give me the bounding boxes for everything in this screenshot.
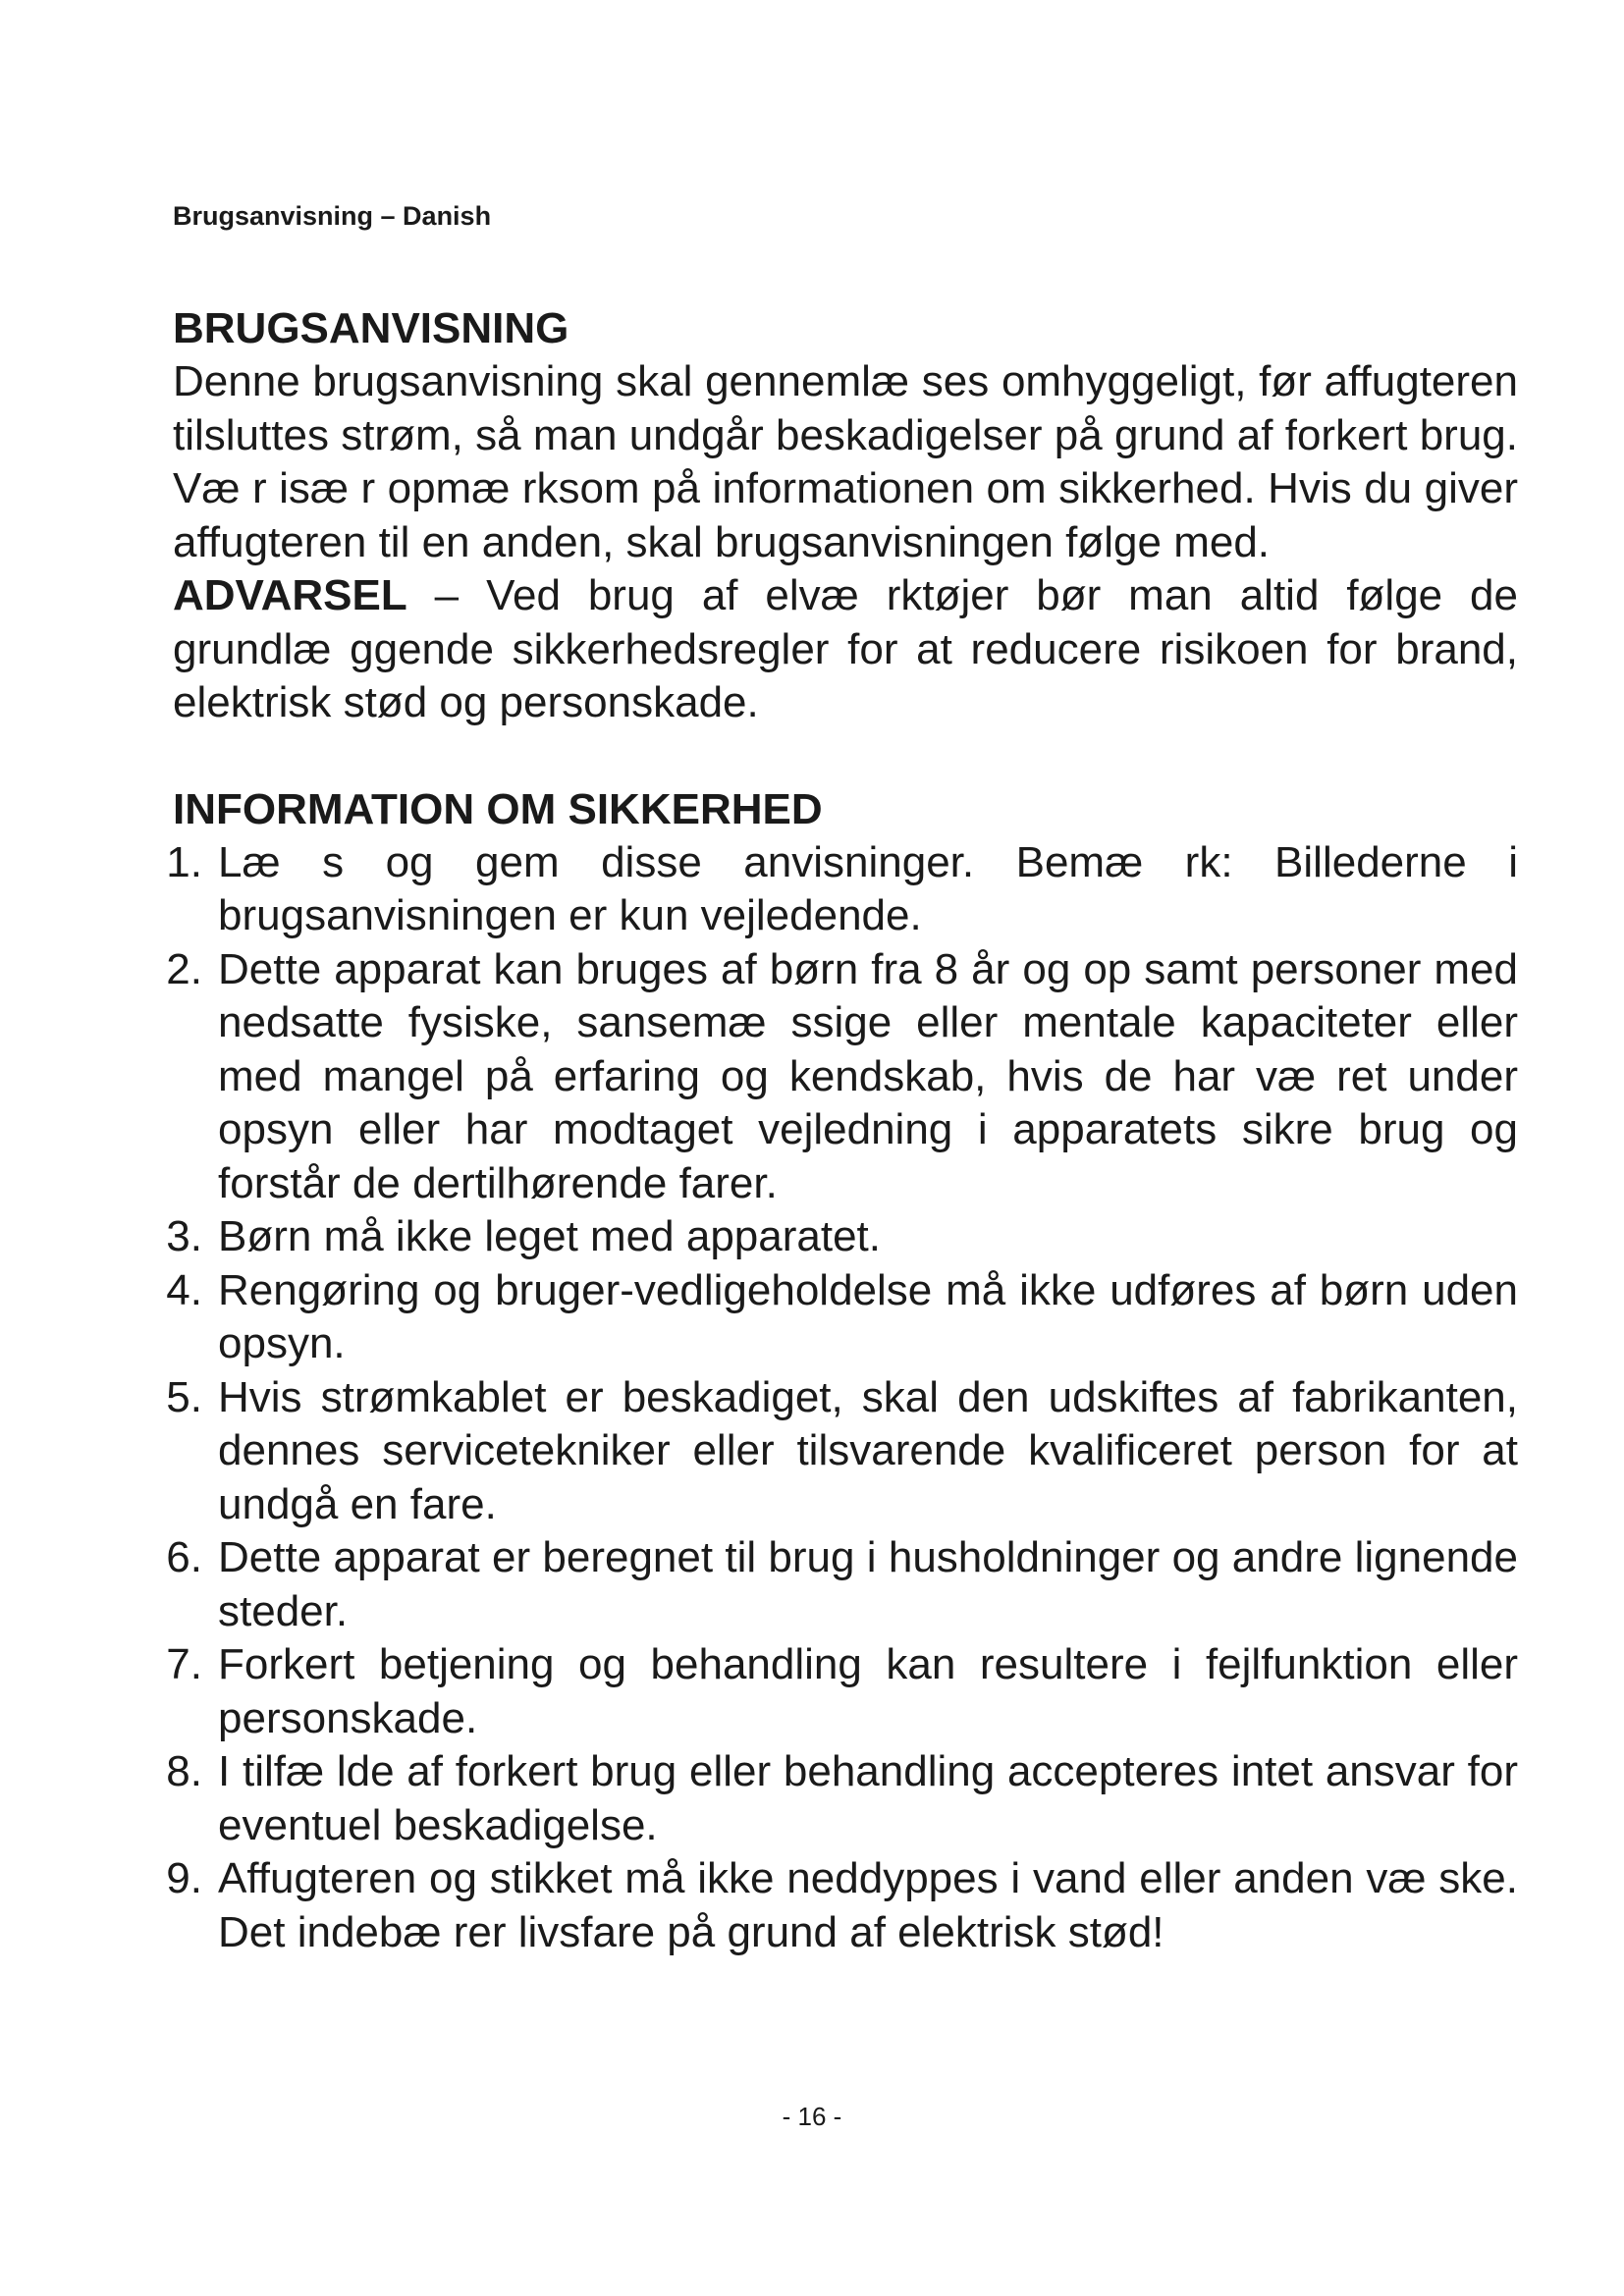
list-item <box>166 1852 1518 1959</box>
document-header: Brugsanvisning – Danish <box>173 201 492 231</box>
warning-label: ADVARSEL <box>173 571 407 619</box>
section-spacer <box>173 730 1518 783</box>
intro-paragraph: Denne brugsanvisning skal gennemlæ ses omhyggeligt, før affugteren tilsluttes strøm, så man undgår beskadigelser på grund af forkert brug. Væ r isæ r opmæ rksom på informationen om sikkerhed. Hvis du giver affugteren til en anden, skal brugsanvisningen følge med. <box>173 357 1518 566</box>
item-text: Affugteren og stikket må ikke neddyppes i vand eller anden væ ske. Det indebæ rer livsfare på grund af elektrisk stød! <box>218 1854 1518 1956</box>
item-text: Hvis strømkablet er beskadiget, skal den udskiftes af fabrikanten, dennes servicetekniker eller tilsvarende kvalificeret person for at undgå en fare. <box>218 1372 1518 1528</box>
item-number: 8. <box>166 1747 202 1795</box>
safety-list <box>166 836 1518 1960</box>
item-number: 9. <box>166 1854 202 1902</box>
item-number: 6. <box>166 1533 202 1581</box>
document-body <box>166 302 1518 1959</box>
list-item <box>166 1371 1518 1532</box>
item-text: Dette apparat er beregnet til brug i husholdninger og andre lignende steder. <box>218 1533 1518 1635</box>
safety-heading: INFORMATION OM SIKKERHED <box>173 784 823 833</box>
item-number: 4. <box>166 1265 202 1314</box>
item-number: 1. <box>166 837 202 886</box>
list-item <box>166 1264 1518 1371</box>
item-number: 3. <box>166 1212 202 1260</box>
item-text: Børn må ikke leget med apparatet. <box>218 1212 881 1260</box>
item-text: I tilfæ lde af forkert brug eller behandling accepteres intet ansvar for eventuel beskadigelse. <box>218 1747 1518 1849</box>
item-number: 7. <box>166 1640 202 1688</box>
item-text: Rengøring og bruger-vedligeholdelse må ikke udføres af børn uden opsyn. <box>218 1265 1518 1367</box>
page-number: - 16 - <box>782 2102 842 2131</box>
intro-heading: BRUGSANVISNING <box>173 304 569 352</box>
list-item <box>166 1745 1518 1852</box>
item-text: Dette apparat kan bruges af børn fra 8 år og op samt personer med nedsatte fysiske, sansemæ ssige eller mentale kapaciteter eller med mangel på erfaring og kendskab, hvis de har væ ret under opsyn eller har modtaget vejledning i apparatets sikre brug og forstår de dertilhørende farer. <box>218 944 1518 1207</box>
item-number: 5. <box>166 1372 202 1421</box>
item-number: 2. <box>166 944 202 993</box>
item-text: Forkert betjening og behandling kan resultere i fejlfunktion eller personskade. <box>218 1640 1518 1742</box>
list-item <box>166 1210 1518 1264</box>
list-item <box>166 943 1518 1211</box>
warning-paragraph <box>173 569 1518 730</box>
list-item <box>166 1638 1518 1745</box>
list-item <box>166 1531 1518 1638</box>
list-item <box>166 836 1518 943</box>
item-text: Læ s og gem disse anvisninger. Bemæ rk: Billederne i brugsanvisningen er kun vejledende. <box>218 837 1518 939</box>
warning-text: – Ved brug af elvæ rktøjer bør man altid følge de grundlæ ggende sikkerhedsregler for at reducere risikoen for brand, elektrisk stød og personskade. <box>173 571 1518 726</box>
